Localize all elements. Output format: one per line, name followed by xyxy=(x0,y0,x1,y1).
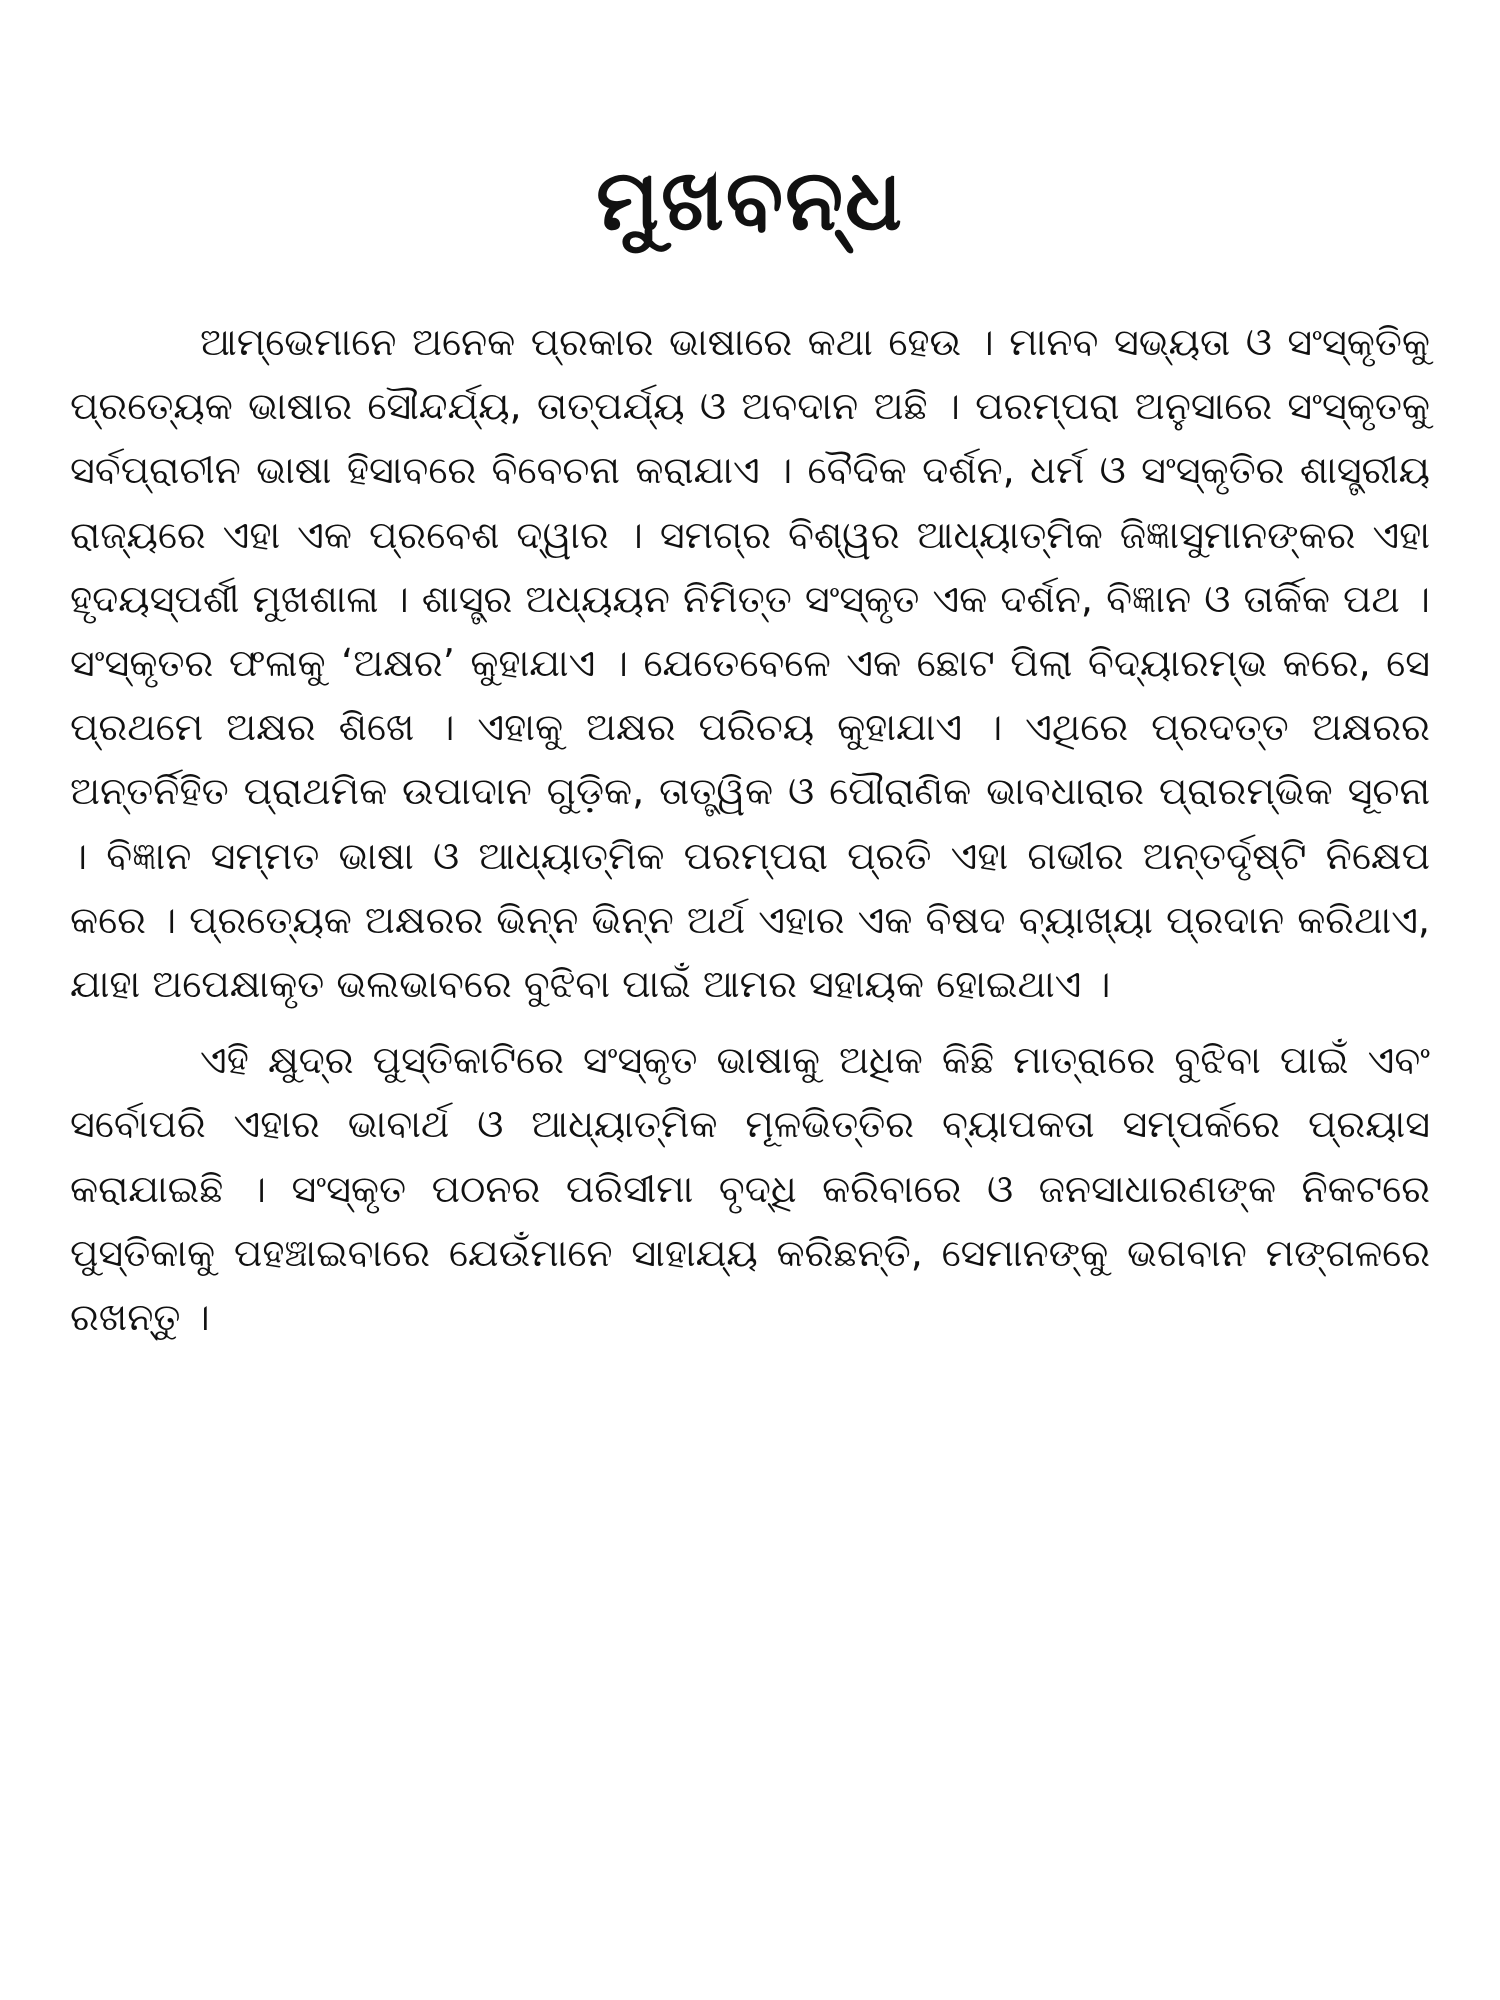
paragraph-1: ଆମ୍ଭେମାନେ ଅନେକ ପ୍ରକାର ଭାଷାରେ କଥା ହେଉ । ମାନବ ସଭ୍ୟତା ଓ ସଂସ୍କୃତିକୁ ପ୍ରତ୍ୟେକ ଭାଷାର ସୌନ୍ଦର୍ଯ୍ୟ, ତାତ୍ପର୍ଯ୍ୟ ଓ ଅବଦାନ ଅଛି । ପରମ୍ପରା ଅନୁସାରେ ସଂସ୍କୃତକୁ ସର୍ବପ୍ରାଚୀନ ଭାଷା ହିସାବରେ ବିବେଚନା କରାଯାଏ । ବୈଦିକ ଦର୍ଶନ, ଧର୍ମ ଓ ସଂସ୍କୃତିର ଶାସ୍ତ୍ରୀୟ ରାଜ୍ୟରେ ଏହା ଏକ ପ୍ରବେଶ ଦ୍ୱାର । ସମଗ୍ର ବିଶ୍ୱର ଆଧ୍ୟାତ୍ମିକ ଜିଜ୍ଞାସୁମାନଙ୍କର ଏହା ହୃଦୟସ୍ପର୍ଶୀ ମୁଖଶାଳା । ଶାସ୍ତ୍ର ଅଧ୍ୟୟନ ନିମିତ୍ତ ସଂସ୍କୃତ ଏକ ଦର୍ଶନ, ବିଜ୍ଞାନ ଓ ତାର୍କିକ ପଥ । ସଂସ୍କୃତର ଫଳାକୁ ‘ଅକ୍ଷର’ କୁହାଯାଏ । ଯେତେବେଳେ ଏକ ଛୋଟ ପିଲା ବିଦ୍ୟାରମ୍ଭ କରେ, ସେ ପ୍ରଥମେ ଅକ୍ଷର ଶିଖେ । ଏହାକୁ ଅକ୍ଷର ପରିଚୟ କୁହାଯାଏ । ଏଥିରେ ପ୍ରଦତ୍ତ ଅକ୍ଷରର ଅନ୍ତର୍ନିହିତ ପ୍ରାଥମିକ ଉପାଦାନ ଗୁଡ଼ିକ, ତାତ୍ତ୍ୱିକ ଓ ପୌରାଣିକ ଭାବଧାରାର ପ୍ରାରମ୍ଭିକ ସୂଚନା । ବିଜ୍ଞାନ ସମ୍ମତ ଭାଷା ଓ ଆଧ୍ୟାତ୍ମିକ ପରମ୍ପରା ପ୍ରତି ଏହା ଗଭୀର ଅନ୍ତର୍ଦୃଷ୍ଟି ନିକ୍ଷେପ କରେ । ପ୍ରତ୍ୟେକ ଅକ୍ଷରର ଭିନ୍ନ ଭିନ୍ନ ଅର୍ଥ ଏହାର ଏକ ବିଷଦ ବ୍ୟାଖ୍ୟା ପ୍ରଦାନ କରିଥାଏ, ଯାହା ଅପେକ୍ଷାକୃତ ଭଲଭାବରେ ବୁଝିବା ପାଇଁ ଆମର ସହାୟକ ହୋଇଥାଏ । xyxy=(70,320,1430,1007)
page-title: ମୁଖବନ୍ଧ xyxy=(596,151,904,249)
body-text xyxy=(70,310,1430,1349)
paragraph-2: ଏହି କ୍ଷୁଦ୍ର ପୁସ୍ତିକାଟିରେ ସଂସ୍କୃତ ଭାଷାକୁ ଅଧିକ କିଛି ମାତ୍ରାରେ ବୁଝିବା ପାଇଁ ଏବଂ ସର୍ବୋପରି ଏହାର ଭାବାର୍ଥ ଓ ଆଧ୍ୟାତ୍ମିକ ମୂଳଭିତ୍ତିର ବ୍ୟାପକତା ସମ୍ପର୍କରେ ପ୍ରୟାସ କରାଯାଇଛି । ସଂସ୍କୃତ ପଠନର ପରିସୀମା ବୃଦ୍ଧି କରିବାରେ ଓ ଜନସାଧାରଣଙ୍କ ନିକଟରେ ପୁସ୍ତିକାକୁ ପହଞ୍ଚାଇବାରେ ଯେଉଁମାନେ ସାହାଯ୍ୟ କରିଛନ୍ତି, ସେମାନଙ୍କୁ ଭଗବାନ ମଙ୍ଗଳରେ ରଖନ୍ତୁ । xyxy=(70,1038,1430,1340)
